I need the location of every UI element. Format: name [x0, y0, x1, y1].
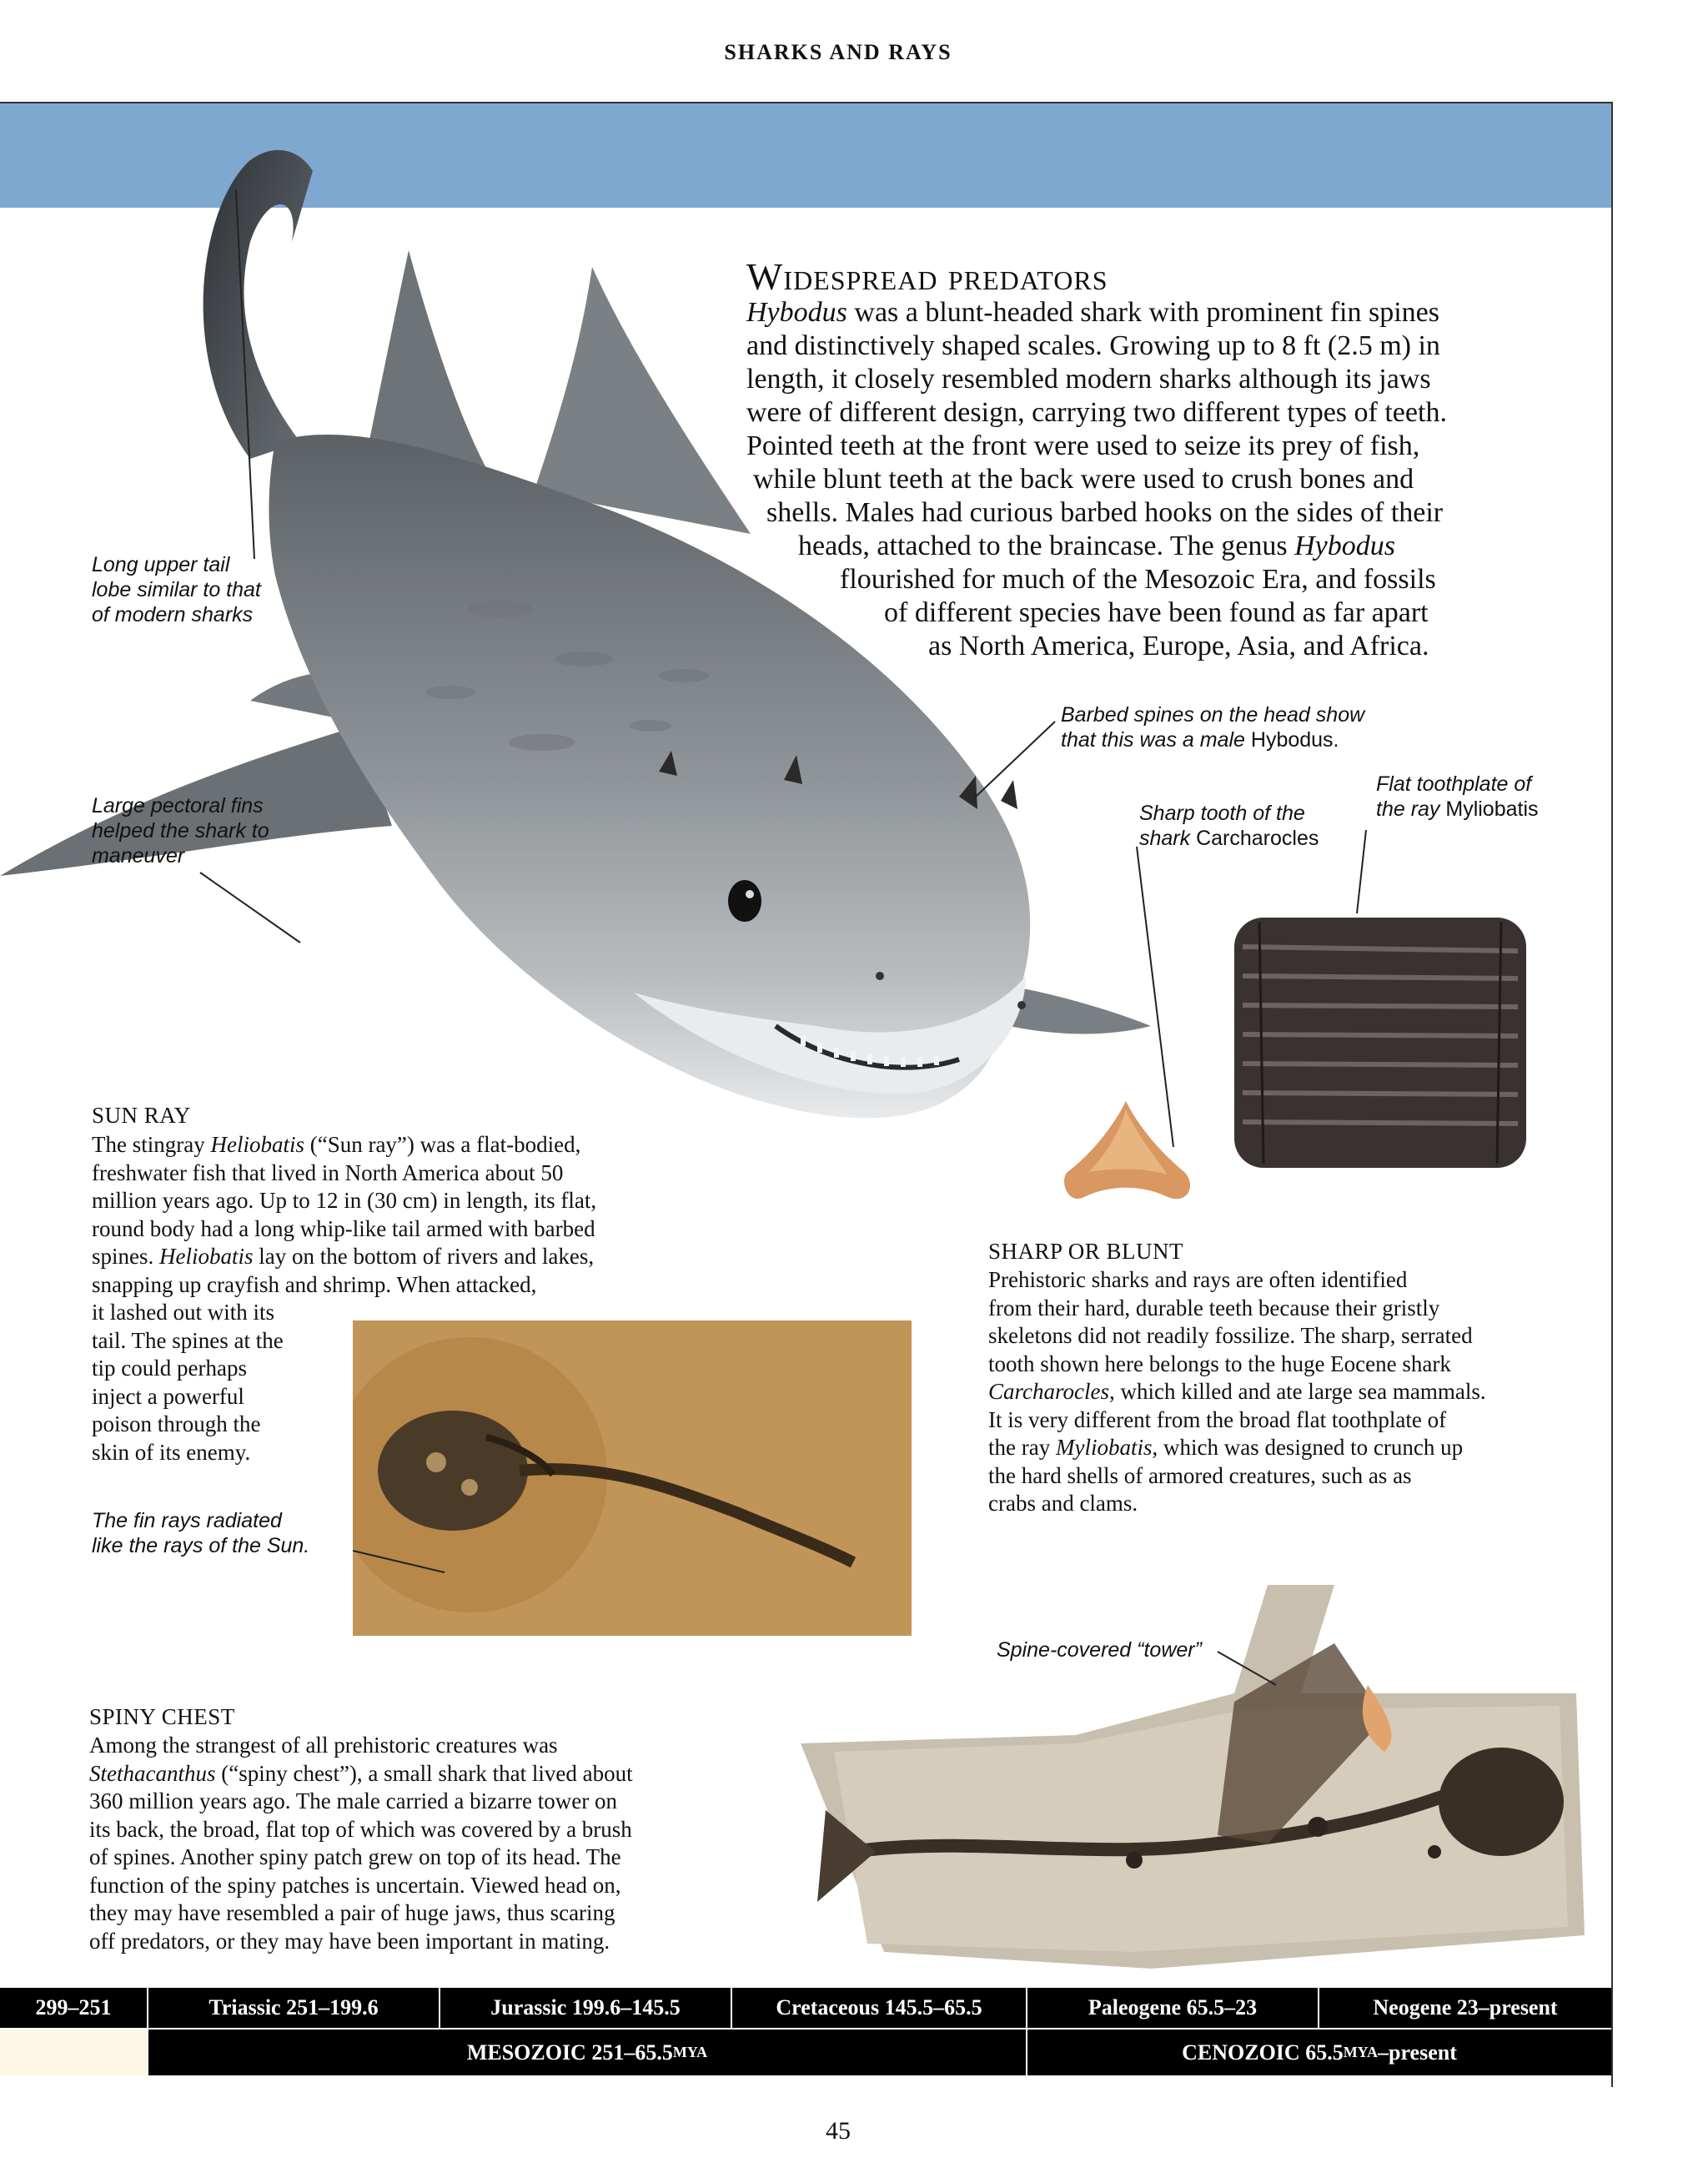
- caption-tower: Spine-covered “tower”: [997, 1638, 1202, 1662]
- period-permian: 299–251: [0, 1988, 148, 2028]
- main-paragraph: Hybodus was a blunt-headed shark with prominent fin spines and distinctively shaped scales. Growing up to 8 ft (2.5 m) in length, it closely resembled modern sharks although its jaws were of different design, carrying two different types of teeth. Pointed teeth at the front were used to seize its prey of fish, while blunt teeth at the back were used to crush bones and shells. Males had curious barbed hooks on the sides of their heads, attached to the braincase. The genus Hybodus flourished for much of the Mesozoic Era, and fossils of different species have been found as far apart as North America, Europe, Asia, and Africa.: [746, 297, 1447, 661]
- sharp-blunt-paragraph: Prehistoric sharks and rays are often identified from their hard, durable teeth because their gristly skeletons did not readily fossilize. The sharp, serrated tooth shown here belongs to the huge Eocene shark Carcharocles, which killed and ate large sea mammals. It is very different from the broad flat toothplate of the ray Myliobatis, which was designed to crunch up the hard shells of armored creatures, such as as crabs and clams.: [988, 1267, 1486, 1516]
- sun-ray-heading: SUN RAY: [92, 1103, 191, 1128]
- spiny-chest-heading: SPINY CHEST: [89, 1704, 235, 1729]
- era-paleozoic-swatch: [0, 2030, 148, 2075]
- running-header: SHARKS AND RAYS: [724, 40, 952, 64]
- sun-ray-paragraph: The stingray Heliobatis (“Sun ray”) was a flat-bodied, freshwater fish that lived in North America about 50 million years ago. Up to 12 in (30 cm) in length, its flat, round body had a long whip-like tail armed with barbed spines. Heliobatis lay on the bottom of rivers and lakes, snapping up crayfish and shrimp. When attacked, it lashed out with its tail. The spines at the tip could perhaps inject a powerful poison through the skin of its enemy.: [92, 1132, 597, 1465]
- era-mesozoic: MESOZOIC 251–65.5 MYA: [148, 2030, 1027, 2075]
- timeline-eras-row: [0, 2030, 1611, 2075]
- period-cretaceous: Cretaceous 145.5–65.5: [732, 1988, 1027, 2028]
- main-heading: Widespread predators: [746, 255, 1108, 298]
- caption-pectoral-fins: Large pectoral fins helped the shark to maneuver: [92, 794, 269, 868]
- tooth-leader-lines: [1130, 830, 1380, 1164]
- era-cenozoic: CENOZOIC 65.5 MYA –present: [1027, 2030, 1611, 2075]
- period-paleogene: Paleogene 65.5–23: [1027, 1988, 1319, 2028]
- caption-fin-rays: The fin rays radiated like the rays of the Sun.: [92, 1509, 310, 1557]
- caption-barbed-spines: Barbed spines on the head show that this was a male Hybodus.: [1061, 703, 1365, 752]
- period-jurassic: Jurassic 199.6–145.5: [440, 1988, 732, 2028]
- caption-sharp-tooth: Sharp tooth of the shark Carcharocles: [1139, 802, 1319, 850]
- caption-toothplate: Flat toothplate of the ray Myliobatis: [1376, 772, 1539, 821]
- period-neogene: Neogene 23–present: [1319, 1988, 1611, 2028]
- spiny-chest-paragraph: Among the strangest of all prehistoric creatures was Stethacanthus (“spiny chest”), a small shark that lived about 360 million years ago. The male carried a bizarre tower on its back, the broad, flat top of which was covered by a brush of spines. Another spiny patch grew on top of its head. The function of the spiny patches is uncertain. Viewed head on, they may have resembled a pair of huge jaws, thus scaring off predators, or they may have been important in mating.: [89, 1733, 633, 1954]
- sharp-blunt-heading: SHARP OR BLUNT: [988, 1239, 1184, 1264]
- period-triassic: Triassic 251–199.6: [148, 1988, 440, 2028]
- caption-tail: Long upper tail lobe similar to that of modern sharks: [92, 553, 261, 626]
- page-number: 45: [826, 2117, 851, 2145]
- timeline-periods-row: [0, 1988, 1611, 2028]
